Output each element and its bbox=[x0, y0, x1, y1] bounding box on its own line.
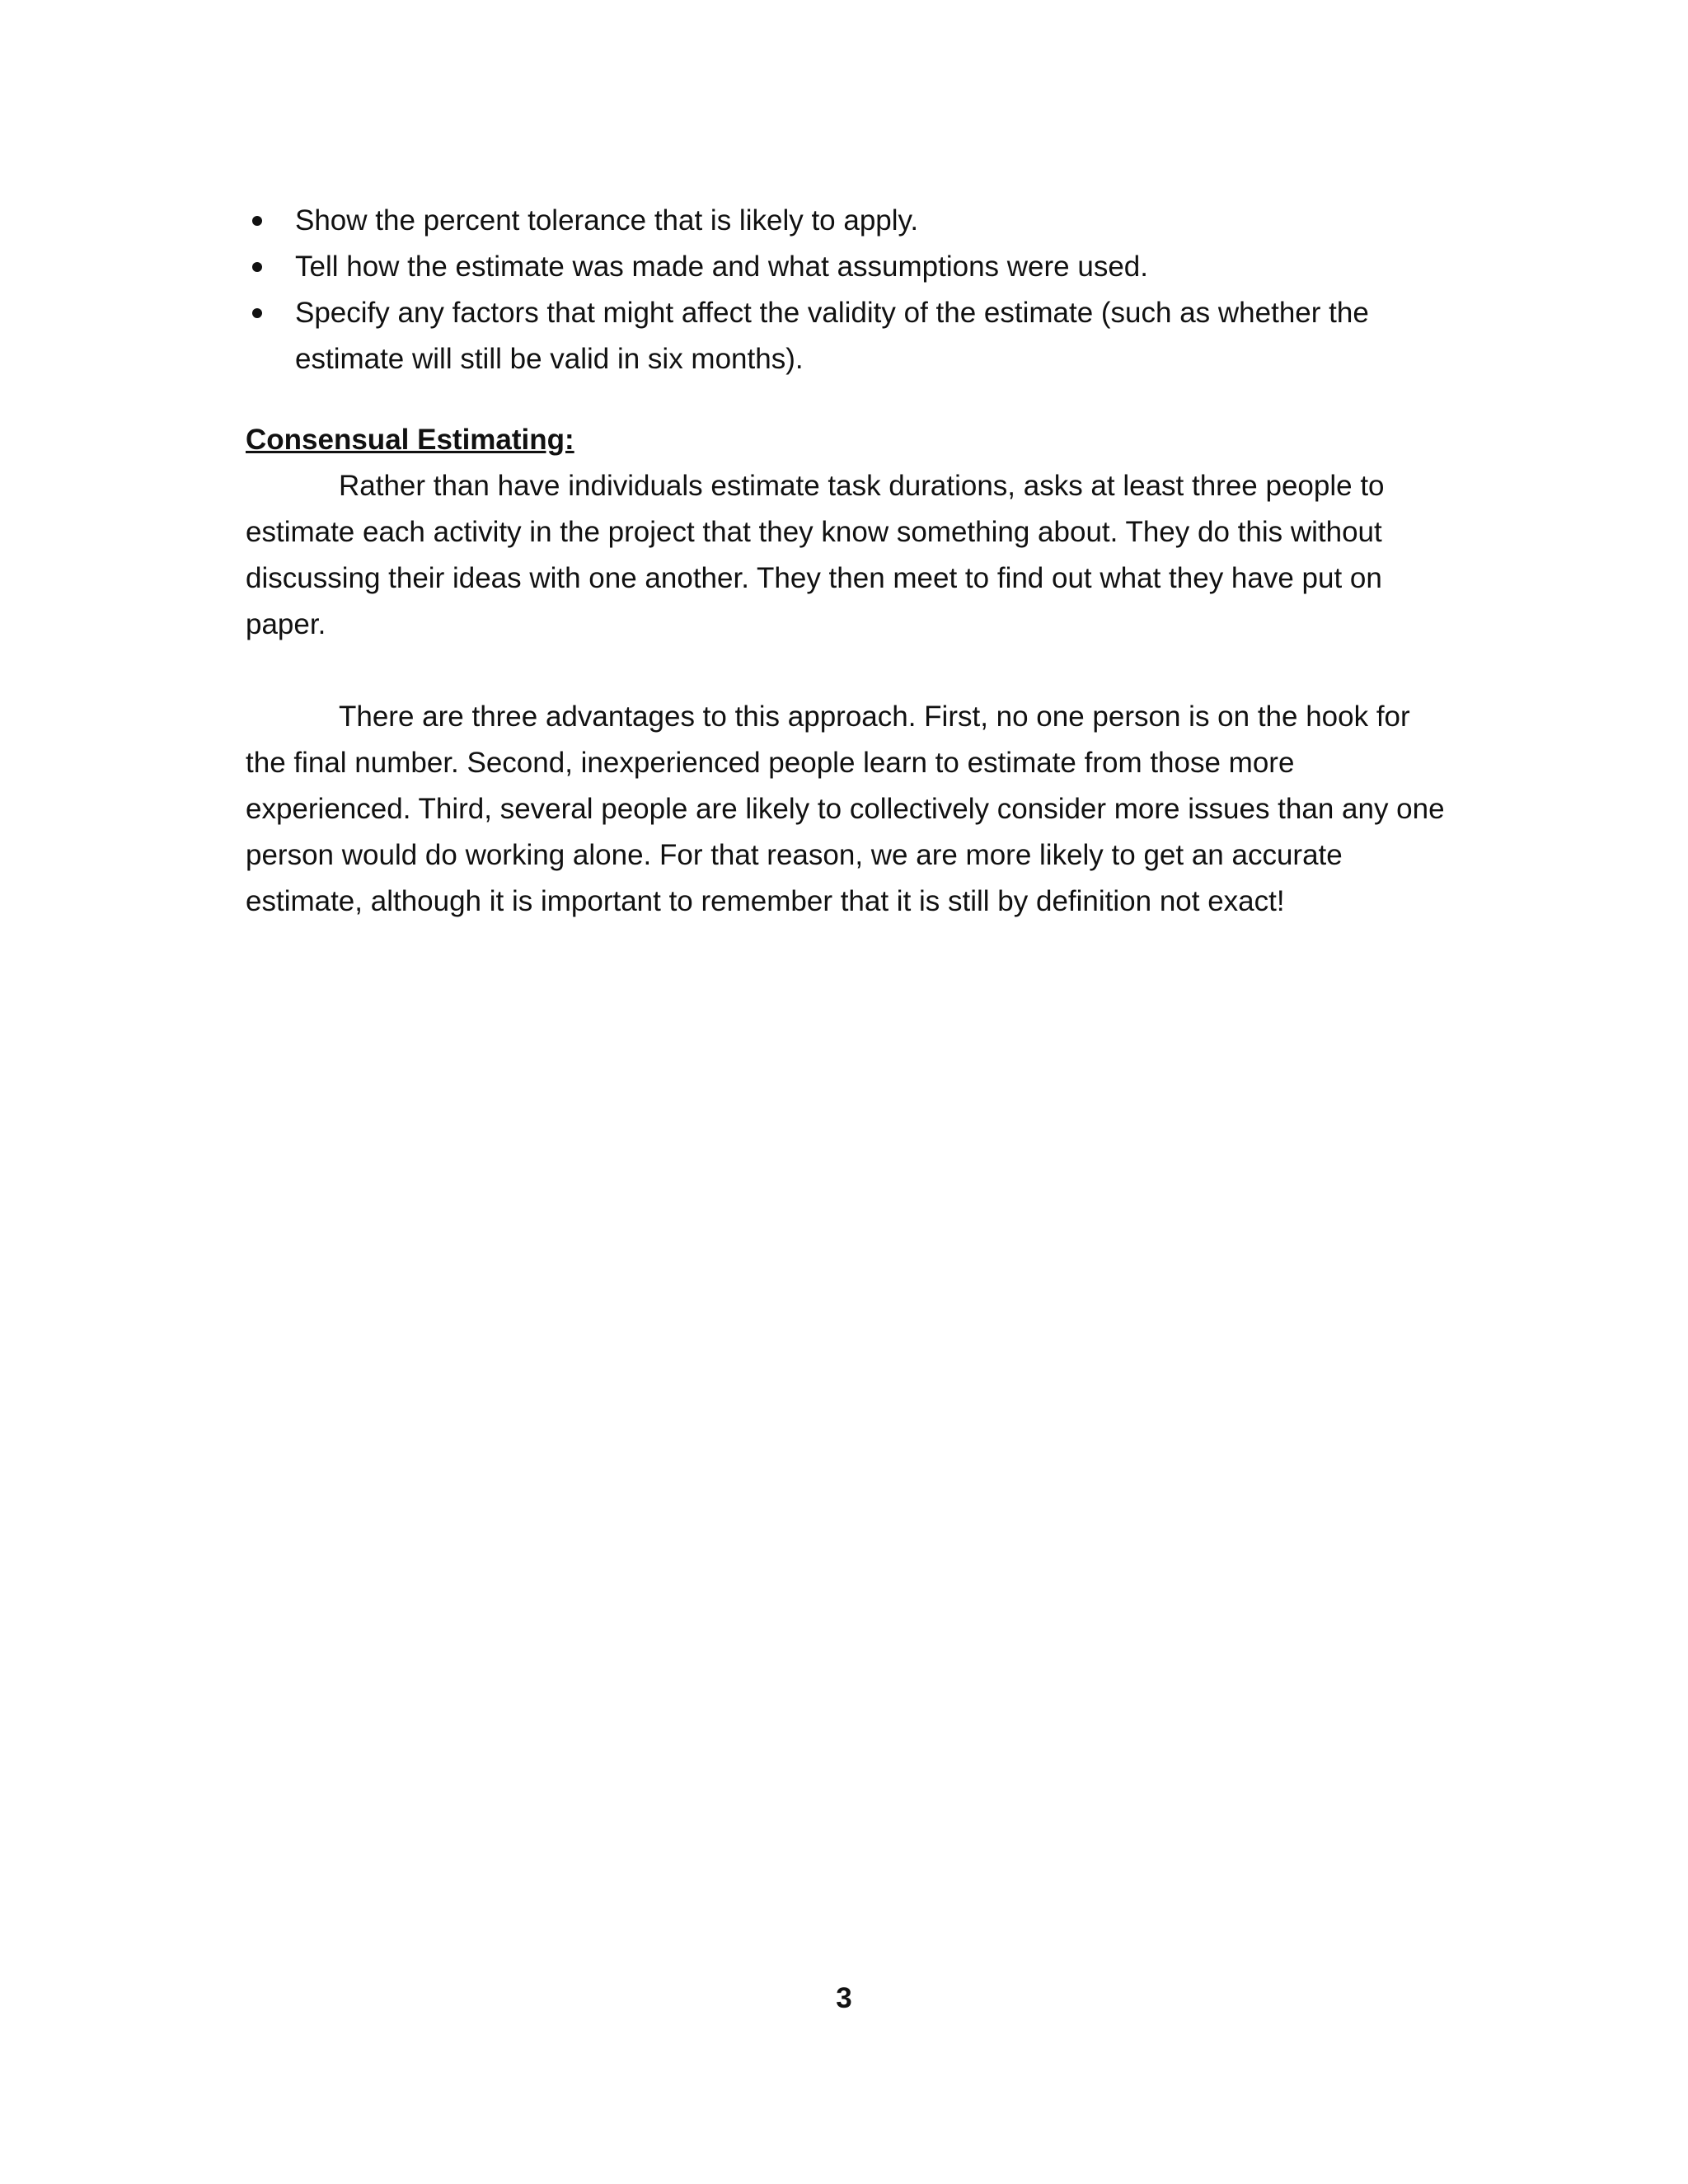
bullet-icon bbox=[252, 308, 262, 318]
list-item bbox=[246, 198, 1457, 244]
list-item-text: Tell how the estimate was made and what assumptions were used. bbox=[295, 251, 1148, 283]
bullet-icon bbox=[252, 262, 262, 272]
section-heading: Consensual Estimating: bbox=[246, 424, 574, 456]
page-number: 3 bbox=[836, 1982, 852, 2014]
page-content bbox=[246, 198, 1457, 925]
paragraph: There are three advantages to this approach. First, no one person is on the hook for the final number. Second, inexperienced people learn to estimate from those more experienced. Third, several people are likely to collectively consider more issues than any one person would do working alone. For that reason, we are more likely to get an accurate estimate, although it is important to remember that it is still by definition not exact! bbox=[246, 701, 1445, 917]
list-item-text: Specify any factors that might affect the validity of the estimate (such as whether the estimate will still be valid in six months). bbox=[295, 297, 1369, 375]
list-item bbox=[246, 244, 1457, 290]
bullet-list bbox=[246, 198, 1457, 382]
paragraph: Rather than have individuals estimate task durations, asks at least three people to estimate each activity in the project that they know something about. They do this without discussing their ideas with one another. They then meet to find out what they have put on paper. bbox=[246, 470, 1385, 640]
list-item bbox=[246, 290, 1457, 382]
list-item-text: Show the percent tolerance that is likely to apply. bbox=[295, 204, 919, 237]
bullet-icon bbox=[252, 216, 262, 226]
